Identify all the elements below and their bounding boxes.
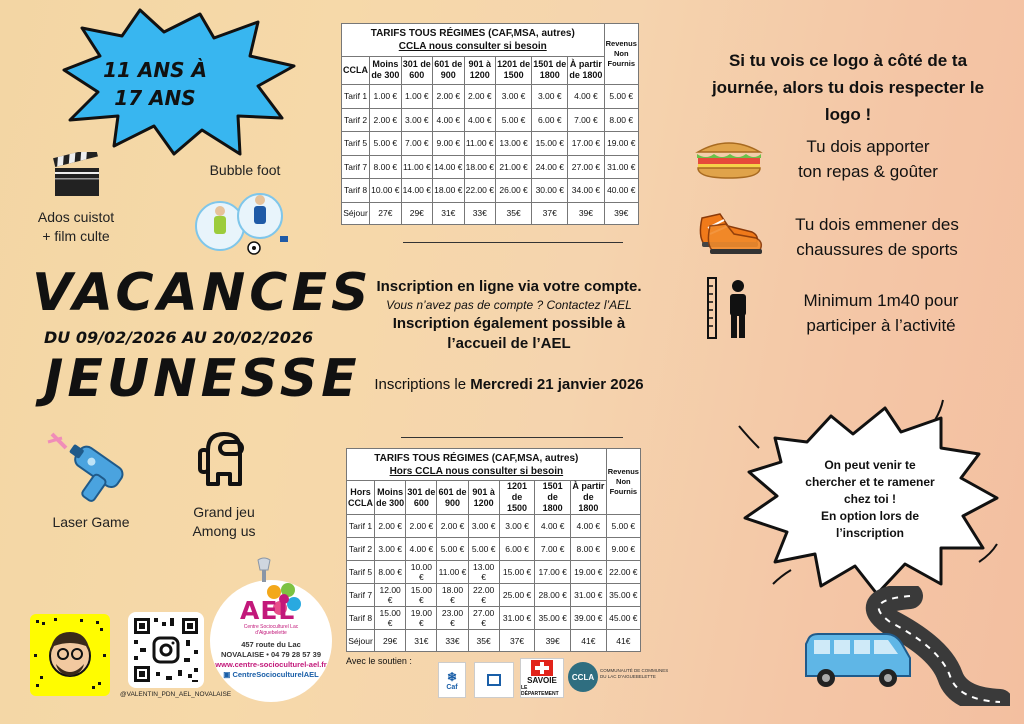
table-cell: 31.00 € <box>499 607 535 630</box>
row-label: Séjour <box>342 202 370 224</box>
column-header <box>499 481 535 515</box>
table-cell: 11.00 € <box>437 561 468 584</box>
table-cell: 5.00 € <box>604 85 639 108</box>
column-header-label: 601 de <box>434 59 463 70</box>
activity-cuistot-line-1: Ados cuistot <box>37 209 115 225</box>
row-label: Tarif 5 <box>347 561 375 584</box>
table-cell: 8.00 € <box>375 561 406 584</box>
column-header-label: Hors <box>350 486 371 497</box>
table-ccla-subtitle: CCLA nous consulter si besoin <box>398 40 547 52</box>
msa-logo-icon <box>487 674 501 686</box>
column-header <box>437 481 468 515</box>
table-cell: 1.00 € <box>401 85 432 108</box>
column-header-label: 301 de <box>407 486 436 497</box>
column-header-label: de 1800 <box>569 70 603 81</box>
table-cell: 14.00 € <box>401 179 432 202</box>
ael-facebook-label: CentreSocioculturelAEL <box>232 670 319 679</box>
table-row <box>347 607 641 630</box>
table-row <box>342 85 639 108</box>
table-cell: 7.00 € <box>568 108 604 131</box>
table-cell: 22.00 € <box>468 584 499 607</box>
table-row <box>342 179 639 202</box>
table-cell: 40.00 € <box>604 179 639 202</box>
table-cell: 15.00 € <box>499 561 535 584</box>
table-cell: 17.00 € <box>535 561 571 584</box>
table-cell: 35€ <box>496 202 532 224</box>
column-header-label: 600 <box>409 70 425 81</box>
title-dates: DU 09/02/2026 AU 20/02/2026 <box>44 328 314 347</box>
facebook-icon: ▣ <box>223 670 233 679</box>
rule-repas-line-1: Tu dois apporter <box>806 137 930 156</box>
rule-taille-line-1: Minimum 1m40 pour <box>803 291 959 310</box>
column-header <box>347 481 375 515</box>
column-header-label: de 1800 <box>578 492 599 513</box>
table-cell: 17.00 € <box>568 132 604 155</box>
table-cell: 6.00 € <box>532 108 568 131</box>
activity-bubble-foot: Bubble foot <box>209 162 281 178</box>
table-hors-subtitle: Hors CCLA nous consulter si besoin <box>389 465 564 477</box>
revenus-line-2: Non <box>616 476 631 486</box>
table-hors-column-headers <box>347 481 641 515</box>
table-cell: 2.00 € <box>437 515 468 538</box>
sponsor-ccla-text: COMMUNAUTÉ DE COMMUNES DU LAC D'AIGUEBELETTE <box>600 668 669 679</box>
activity-among-us-line-2: Among us <box>192 523 256 539</box>
instagram-qr-code[interactable] <box>128 612 204 688</box>
table-cell: 2.00 € <box>433 85 464 108</box>
inscription-date <box>340 376 678 393</box>
sponsor-caf-label: Caf <box>446 683 458 691</box>
table-cell: 9.00 € <box>606 538 640 561</box>
row-label: Séjour <box>347 630 375 652</box>
table-hors-title: TARIFS TOUS RÉGIMES (CAF,MSA, autres) <box>374 452 579 464</box>
table-cell: 4.00 € <box>571 515 607 538</box>
age-range <box>80 56 230 112</box>
sponsor-msa <box>474 662 514 698</box>
table-row <box>342 202 639 224</box>
table-cell: 35€ <box>468 630 499 652</box>
column-header-label: 1200 <box>473 497 494 508</box>
column-header-label: 901 à <box>468 59 492 70</box>
table-cell: 1.00 € <box>370 85 401 108</box>
column-header <box>571 481 607 515</box>
row-label: Tarif 2 <box>347 538 375 561</box>
ael-logo-subtitle: Centre Socioculturel Lac d'Aiguebelette <box>243 624 299 636</box>
table-ccla-title: TARIFS TOUS RÉGIMES (CAF,MSA, autres) <box>370 27 575 39</box>
divider <box>401 437 623 438</box>
table-cell: 2.00 € <box>375 515 406 538</box>
column-header <box>406 481 437 515</box>
revenus-line-2: Non <box>613 49 629 59</box>
row-label: Tarif 8 <box>342 179 370 202</box>
column-header-label: 900 <box>440 70 456 81</box>
column-header-label: 1200 <box>469 70 490 81</box>
activity-among-us-line-1: Grand jeu <box>193 504 255 520</box>
table-cell: 27.00 € <box>568 155 604 178</box>
table-cell: 9.00 € <box>433 132 464 155</box>
rule-chaussures <box>782 212 972 262</box>
table-cell: 8.00 € <box>571 538 607 561</box>
age-line-2: 17 ANS <box>114 86 196 110</box>
table-cell: 23.00 € <box>437 607 468 630</box>
table-cell: 35.00 € <box>535 607 571 630</box>
column-header-label: 901 à <box>472 486 495 497</box>
table-row <box>347 630 641 652</box>
divider <box>403 242 623 243</box>
column-header-label: 1501 de <box>542 481 563 502</box>
table-cell: 13.00 € <box>468 561 499 584</box>
column-header-label: 601 de <box>438 486 467 497</box>
table-cell: 29€ <box>375 630 406 652</box>
table-cell: 31€ <box>406 630 437 652</box>
table-cell: 3.00 € <box>375 538 406 561</box>
age-line-1: 11 ANS À <box>103 58 207 82</box>
logo-rules-title <box>683 47 1013 128</box>
column-header <box>342 56 370 85</box>
table-cell: 8.00 € <box>604 108 639 131</box>
sponsor-caf <box>438 662 466 698</box>
sponsor-savoie-sub: LE DÉPARTEMENT <box>521 684 559 697</box>
qr-code-icon <box>128 612 204 688</box>
table-cell: 4.00 € <box>433 108 464 131</box>
column-header <box>464 56 495 85</box>
sponsor-ccla-logo: CCLA <box>568 662 598 692</box>
revenus-line-3: Fournis <box>609 486 638 496</box>
logo-rules-title-line-3: logo ! <box>824 105 872 124</box>
sponsors-label: Avec le soutien : <box>346 656 412 666</box>
table-cell: 3.00 € <box>401 108 432 131</box>
laser-gun-icon <box>44 428 136 512</box>
column-header-label: CCLA <box>348 497 373 508</box>
table-cell: 4.00 € <box>535 515 571 538</box>
table-ccla-revenus-header <box>604 24 639 85</box>
row-label: Tarif 1 <box>347 515 375 538</box>
snapchat-avatar-icon <box>30 614 110 696</box>
table-cell: 2.00 € <box>464 85 495 108</box>
table-cell: 27.00 € <box>468 607 499 630</box>
table-cell: 4.00 € <box>464 108 495 131</box>
info-line-2: Vous n’avez pas de compte ? Contactez l’AEL <box>386 298 632 312</box>
snowflake-icon: ❄ <box>446 669 458 684</box>
table-cell: 37€ <box>532 202 568 224</box>
column-header <box>401 56 432 85</box>
ael-contact <box>212 640 330 680</box>
activity-among-us <box>176 503 272 541</box>
row-label: Tarif 7 <box>347 584 375 607</box>
row-label: Tarif 7 <box>342 155 370 178</box>
table-cell: 19.00 € <box>406 607 437 630</box>
table-cell: 15.00 € <box>375 607 406 630</box>
column-header <box>532 56 568 85</box>
column-header-label: de 300 <box>376 497 405 508</box>
column-header <box>433 56 464 85</box>
table-cell: 8.00 € <box>370 155 401 178</box>
table-cell: 14.00 € <box>433 155 464 178</box>
bubble-foot-icon <box>192 186 294 258</box>
ael-logo-text: AEL <box>240 596 296 625</box>
column-header-label: 1500 <box>507 503 528 513</box>
row-label: Tarif 8 <box>347 607 375 630</box>
table-cell: 39€ <box>535 630 571 652</box>
title-vacances: VACANCES <box>32 263 373 323</box>
table-cell: 45.00 € <box>606 607 640 630</box>
column-header <box>535 481 571 515</box>
table-cell: 30.00 € <box>532 179 568 202</box>
column-header-label: Moins <box>377 486 404 497</box>
rule-repas-line-2: ton repas & goûter <box>798 162 938 181</box>
table-cell: 10.00 € <box>370 179 401 202</box>
inscription-info <box>340 277 678 393</box>
table-row <box>347 561 641 584</box>
info-line-3: Inscription également possible à <box>392 315 626 332</box>
table-cell: 27€ <box>370 202 401 224</box>
ael-facebook[interactable] <box>212 670 330 680</box>
rule-chaussures-line-2: chaussures de sports <box>796 240 958 259</box>
column-header-label: 1500 <box>503 70 524 81</box>
instagram-handle: @VALENTIN_PDN_AEL_NOVALAISE <box>120 691 232 698</box>
table-cell: 11.00 € <box>464 132 495 155</box>
revenus-line-1: Revenus <box>607 466 639 476</box>
activity-laser-game: Laser Game <box>52 514 130 530</box>
sandwich-icon <box>694 136 764 180</box>
table-row <box>342 108 639 131</box>
table-cell: 33€ <box>437 630 468 652</box>
table-cell: 39€ <box>604 202 639 224</box>
table-cell: 22.00 € <box>464 179 495 202</box>
table-cell: 12.00 € <box>375 584 406 607</box>
clapperboard-icon <box>52 152 102 198</box>
column-header-label: 600 <box>413 497 429 508</box>
table-cell: 2.00 € <box>370 108 401 131</box>
table-cell: 5.00 € <box>370 132 401 155</box>
table-cell: 15.00 € <box>532 132 568 155</box>
activity-cuistot-line-2: + film culte <box>42 228 110 244</box>
row-label: Tarif 5 <box>342 132 370 155</box>
sponsor-savoie-label: SAVOIE <box>527 675 557 685</box>
table-ccla-column-headers <box>342 56 639 85</box>
table-cell: 4.00 € <box>406 538 437 561</box>
column-header-label: À partir <box>572 481 605 491</box>
table-cell: 18.00 € <box>464 155 495 178</box>
table-cell: 18.00 € <box>433 179 464 202</box>
row-label: Tarif 2 <box>342 108 370 131</box>
minibus-icon <box>800 628 916 690</box>
among-us-icon <box>194 428 252 490</box>
column-header <box>375 481 406 515</box>
table-cell: 3.00 € <box>499 515 535 538</box>
sponsor-savoie <box>520 658 564 698</box>
column-header-label: À partir <box>569 59 602 70</box>
table-cell: 19.00 € <box>571 561 607 584</box>
table-cell: 13.00 € <box>496 132 532 155</box>
title-jeunesse: JEUNESSE <box>44 349 361 409</box>
column-header <box>568 56 604 85</box>
logo-rules-title-line-2: journée, alors tu dois respecter le <box>711 78 985 97</box>
ael-city-phone: NOVALAISE • 04 79 28 57 39 <box>220 650 322 659</box>
ael-address: 457 route du Lac <box>241 640 301 649</box>
table-hors-header <box>347 449 607 481</box>
snapchat-code[interactable] <box>30 614 110 696</box>
ael-website[interactable]: www.centre-socioculturel-ael.fr <box>215 660 327 669</box>
table-cell: 10.00 € <box>406 561 437 584</box>
activity-cuistot <box>28 208 124 246</box>
table-cell: 31.00 € <box>604 155 639 178</box>
table-cell: 34.00 € <box>568 179 604 202</box>
table-cell: 2.00 € <box>406 515 437 538</box>
height-measure-icon <box>704 276 754 340</box>
column-header-label: CCLA <box>343 64 369 75</box>
table-cell: 41€ <box>606 630 640 652</box>
rule-repas <box>778 134 958 184</box>
table-cell: 3.00 € <box>532 85 568 108</box>
table-ccla-header <box>342 24 605 57</box>
table-cell: 29€ <box>401 202 432 224</box>
tarifs-table-hors-ccla <box>346 448 641 652</box>
sneakers-icon <box>694 206 766 258</box>
table-cell: 18.00 € <box>437 584 468 607</box>
table-cell: 31€ <box>433 202 464 224</box>
table-row <box>347 584 641 607</box>
table-cell: 39.00 € <box>571 607 607 630</box>
column-header-label: 900 <box>444 497 461 508</box>
logo-rules-title-line-1: Si tu vois ce logo à côté de ta <box>728 51 968 70</box>
column-header-label: 1201 de <box>497 59 531 70</box>
column-header-label: 301 de <box>402 59 431 70</box>
table-cell: 24.00 € <box>532 155 568 178</box>
column-header <box>370 56 401 85</box>
column-header-label: 1800 <box>542 503 563 513</box>
revenus-line-3: Fournis <box>607 59 635 69</box>
table-cell: 4.00 € <box>568 85 604 108</box>
table-cell: 21.00 € <box>496 155 532 178</box>
table-cell: 19.00 € <box>604 132 639 155</box>
pickup-line-1: On peut venir te <box>824 458 916 472</box>
pickup-line-5: l’inscription <box>835 526 904 540</box>
table-cell: 7.00 € <box>535 538 571 561</box>
revenus-line-1: Revenus <box>605 39 637 49</box>
column-header-label: 1501 de <box>533 59 567 70</box>
pickup-line-2: chercher et te ramener <box>805 475 935 489</box>
table-cell: 3.00 € <box>496 85 532 108</box>
table-cell: 5.00 € <box>606 515 640 538</box>
table-cell: 11.00 € <box>401 155 432 178</box>
table-row <box>347 515 641 538</box>
column-header-label: 1800 <box>539 70 560 81</box>
column-header-label: 1201 de <box>507 481 528 502</box>
row-label: Tarif 1 <box>342 85 370 108</box>
table-cell: 28.00 € <box>535 584 571 607</box>
table-cell: 5.00 € <box>437 538 468 561</box>
column-header <box>496 56 532 85</box>
table-cell: 31.00 € <box>571 584 607 607</box>
info-line-1: Inscription en ligne via votre compte. <box>376 278 642 295</box>
table-row <box>347 538 641 561</box>
table-cell: 6.00 € <box>499 538 535 561</box>
table-cell: 41€ <box>571 630 607 652</box>
table-cell: 35.00 € <box>606 584 640 607</box>
table-cell: 5.00 € <box>468 538 499 561</box>
table-row <box>342 155 639 178</box>
inscription-date-prefix: Inscriptions le <box>374 376 471 393</box>
table-cell: 26.00 € <box>496 179 532 202</box>
pickup-line-3: chez toi ! <box>843 492 896 506</box>
pickup-text <box>780 457 960 542</box>
table-cell: 3.00 € <box>468 515 499 538</box>
column-header <box>468 481 499 515</box>
table-cell: 7.00 € <box>401 132 432 155</box>
column-header-label: Moins <box>372 59 399 70</box>
table-hors-revenus-header <box>606 449 640 515</box>
table-cell: 5.00 € <box>496 108 532 131</box>
table-cell: 25.00 € <box>499 584 535 607</box>
table-cell: 33€ <box>464 202 495 224</box>
column-header-label: de 300 <box>371 70 400 81</box>
table-cell: 22.00 € <box>606 561 640 584</box>
rule-taille-line-2: participer à l’activité <box>806 316 956 335</box>
table-row <box>342 132 639 155</box>
rule-taille <box>786 288 976 338</box>
rule-chaussures-line-1: Tu dois emmener des <box>795 215 959 234</box>
table-cell: 37€ <box>499 630 535 652</box>
savoie-cross-icon <box>531 660 553 676</box>
tarifs-table-ccla <box>341 23 639 225</box>
pickup-line-4: En option lors de <box>821 509 919 523</box>
table-cell: 39€ <box>568 202 604 224</box>
info-line-4: l’accueil de l’AEL <box>447 335 571 352</box>
table-cell: 15.00 € <box>406 584 437 607</box>
inscription-date-value: Mercredi 21 janvier 2026 <box>470 376 644 393</box>
